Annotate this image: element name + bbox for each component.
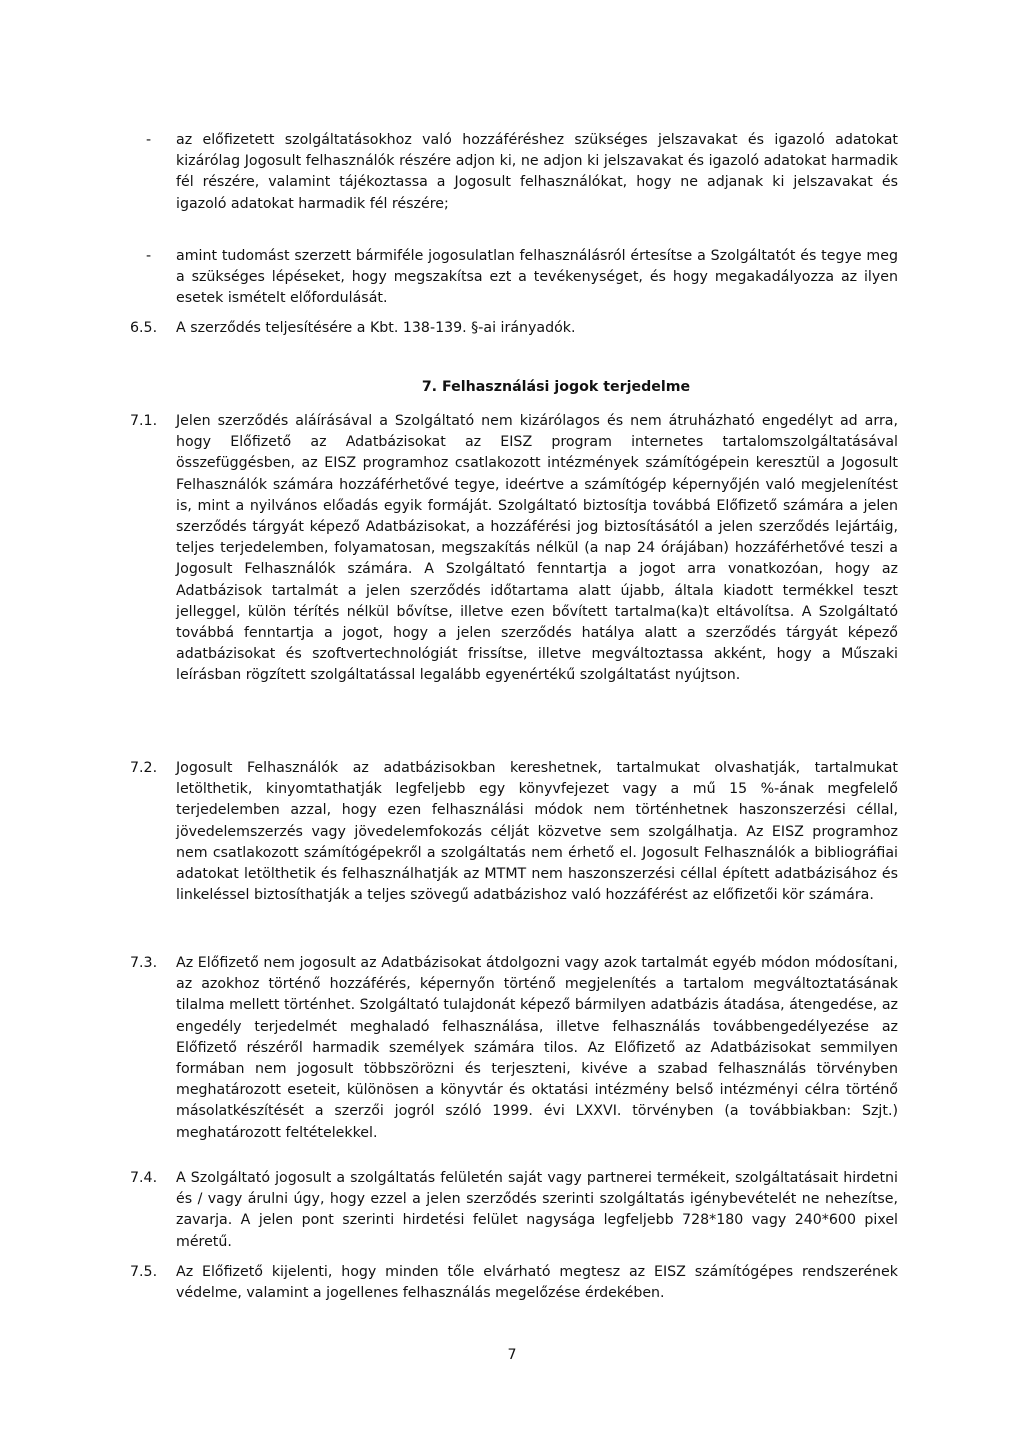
clause-7-3-text: Az Előfizető nem jogosult az Adatbázisokat átdolgozni vagy azok tartalmát egyéb módon módosítani, az azokhoz történő hozzáférés, képernyőn történő megjelenítés a tartalom megváltoztatásának tilalma mellett történhet. Szolgáltató tulajdonát képező bármilyen adatbázis átadása, átengedése, az engedély terjedelmét meghaladó felhasználása, illetve felhasználás továbbengedélyezése az Előfizető részéről harmadik személyek számára tilos. Az Előfizető az Adatbázisokat semmilyen formában nem jogosult többszörözni és terjeszteni, kivéve a szabad felhasználás törvényben meghatározott eseteit, különösen a könyvtár és oktatási intézmény belső intézményi célra történő másolatkészítését a szerzői jogról szóló 1999. évi LXXVI. törvényben (a továbbiakban: Szjt.) meghatározott feltételekkel. [176,955,898,1141]
clause-7-1-text: Jelen szerződés aláírásával a Szolgáltató nem kizárólagos és nem átruházható engedélyt ad arra, hogy Előfizető az Adatbázisokat az EISZ program internetes tartalomszolgáltatásával összefüggésben, az EISZ programhoz csatlakozott intézmények számítógépein keresztül a Jogosult Felhasználók számára hozzáférhetővé tegye, ideértve a számítógép képernyőjén való megjelenítést is, mint a nyilvános előadás egyik formáját. Szolgáltató biztosítja továbbá Előfizető számára a jelen szerződés tárgyát képező Adatbázisokat, a hozzáférési jog biztosításától a jelen szerződés lejártáig, teljes terjedelemben, folyamatosan, megszakítás nélkül (a nap 24 órájában) hozzáférhetővé teszi a Jogosult Felhasználók számára. A Szolgáltató fenntartja a jogot arra vonatkozóan, hogy az Adatbázisok tartalmát a jelen szerződés időtartama alatt újabb, általa kiadott termékkel teszt jelleggel, külön térítés nélkül bővítse, illetve ezen bővített tartalma(ka)t eltávolítsa. A Szolgáltató továbbá fenntartja a jogot, hogy a jelen szerződés hatálya alatt a szerződés tárgyát képező adatbázisokat és szoftvertechnológiát frissítse, illetve megváltoztassa akként, hogy a Műszaki leírásban rögzített szolgáltatással legalább egyenértékű szolgáltatást nyújtson. [176,413,898,684]
clause-number: 7.2. [130,760,158,776]
clause-number: 7.5. [130,1264,158,1280]
clause-number: 6.5. [130,320,158,336]
bullet-marker: - [146,132,152,148]
section-heading: 7. Felhasználási jogok terjedelme [421,379,691,395]
clause-7-5-text: Az Előfizető kijelenti, hogy minden tőle elvárható megtesz az EISZ számítógépes rendszerének védelme, valamint a jogellenes felhasználás megelőzése érdekében. [176,1264,898,1302]
clause-number: 7.1. [130,413,158,429]
clause-7-2-text: Jogosult Felhasználók az adatbázisokban kereshetnek, tartalmukat olvashatják, tartalmukat letölthetik, kinyomtathatják legfeljebb egy könyvfejezet vagy a mű 15 %-ának megfelelő terjedelemben azzal, hogy ezen felhasználási módok nem történhetnek haszonszerzési céllal, jövedelemszerzés vagy jövedelemfokozás célját közvetve sem szolgálhatja. Az EISZ programhoz nem csatlakozott számítógépekről a szolgáltatás nem érhető el. Jogosult Felhasználók a bibliográfiai adatokat letölthetik és felhasználhatják az MTMT nem haszonszerzési céllal épített adatbázisához és linkeléssel biztosíthatják a teljes szövegű adatbázishoz való hozzáférést az előfizetői kör számára. [176,760,898,904]
bullet-item-unauthorized-use: amint tudomást szerzett bármiféle jogosulatlan felhasználásról értesítse a Szolgáltatót és tegye meg a szükséges lépéseket, hogy megszakítsa ezt a tevékenységet, és hogy megakadályozza az ilyen esetek ismételt előfordulását. [176,248,898,307]
clause-number: 7.3. [130,955,158,971]
page-number: 7 [507,1347,517,1363]
clause-number: 7.4. [130,1170,158,1186]
clause-7-4-text: A Szolgáltató jogosult a szolgáltatás felületén saját vagy partnerei termékeit, szolgáltatásait hirdetni és / vagy árulni úgy, hogy ezzel a jelen szerződés szerinti szolgáltatás igénybevételét ne nehezítse, zavarja. A jelen pont szerinti hirdetési felület nagysága legfeljebb 728*180 vagy 240*600 pixel méretű. [176,1170,898,1250]
bullet-marker: - [146,248,152,264]
bullet-item-passwords: az előfizetett szolgáltatásokhoz való hozzáféréshez szükséges jelszavakat és igazoló adatokat kizárólag Jogosult felhasználók részére adjon ki, ne adjon ki jelszavakat és igazoló adatokat harmadik fél részére, valamint tájékoztassa a Jogosult felhasználókat, hogy ne adjanak ki jelszavakat és igazoló adatokat harmadik fél részére; [176,132,898,212]
clause-6-5-text: A szerződés teljesítésére a Kbt. 138-139. §-ai irányadók. [176,320,576,336]
